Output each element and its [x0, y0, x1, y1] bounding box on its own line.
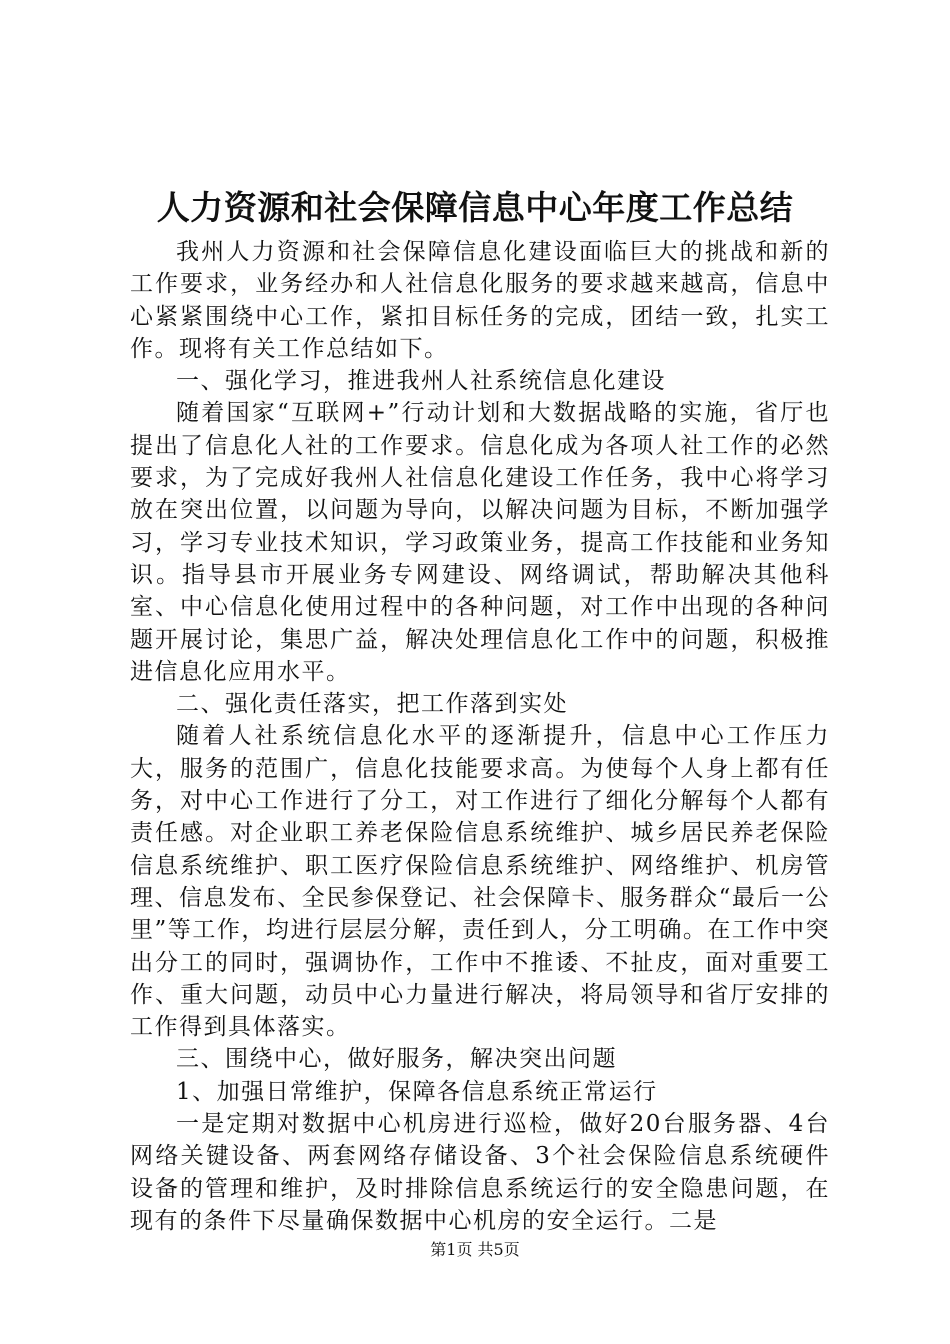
- subsection-heading-3-1: 1、加强日常维护，保障各信息系统正常运行: [176, 1078, 658, 1105]
- paragraph-section-2: 随着人社系统信息化水平的逐渐提升，信息中心工作压力大，服务的范围广，信息化技能要求高。为使每个人身上都有任务，对中心工作进行了分工，对工作进行了细化分解每个人都有责任感。对企业职工养老保险信息系统维护、城乡居民养老保险信息系统维护、职工医疗保险信息系统维护、网络维护、机房管理、信息发布、全民参保登记、社会保障卡、服务群众“最后一公里”等工作，均进行层层分解，责任到人，分工明确。在工作中突出分工的同时，强调协作，工作中不推诿、不扯皮，面对重要工作、重大问题，动员中心力量进行解决，将局领导和省厅安排的工作得到具体落实。: [130, 723, 830, 1041]
- page-number-footer: 第1页 共5页: [430, 1240, 520, 1259]
- document-body: [130, 236, 830, 1237]
- section-heading-3: 三、围绕中心，做好服务，解决突出问题: [176, 1046, 617, 1073]
- paragraph-section-1: 随着国家“互联网+”行动计划和大数据战略的实施，省厅也提出了信息化人社的工作要求。信息化成为各项人社工作的必然要求，为了完成好我州人社信息化建设工作任务，我中心将学习放在突出位置，以问题为导向，以解决问题为目标，不断加强学习，学习专业技术知识，学习政策业务，提高工作技能和业务知识。指导县市开展业务专网建设、网络调试，帮助解决其他科室、中心信息化使用过程中的各种问题，对工作中出现的各种问题开展讨论，集思广益，解决处理信息化工作中的问题，积极推进信息化应用水平。: [130, 400, 830, 685]
- section-heading-2: 二、强化责任落实，把工作落到实处: [176, 691, 568, 718]
- document-title: 人力资源和社会保障信息中心年度工作总结: [156, 188, 794, 227]
- paragraph-section-3-1: 一是定期对数据中心机房进行巡检，做好20台服务器、4台网络关键设备、两套网络存储设备、3个社会保险信息系统硬件设备的管理和维护，及时排除信息系统运行的安全隐患问题，在现有的条件下尽量确保数据中心机房的安全运行。二是: [130, 1111, 830, 1234]
- paragraph-intro: 我州人力资源和社会保障信息化建设面临巨大的挑战和新的工作要求，业务经办和人社信息化服务的要求越来越高，信息中心紧紧围绕中心工作，紧扣目标任务的完成，团结一致，扎实工作。现将有关工作总结如下。: [130, 239, 830, 362]
- section-heading-1: 一、强化学习，推进我州人社系统信息化建设: [176, 368, 666, 395]
